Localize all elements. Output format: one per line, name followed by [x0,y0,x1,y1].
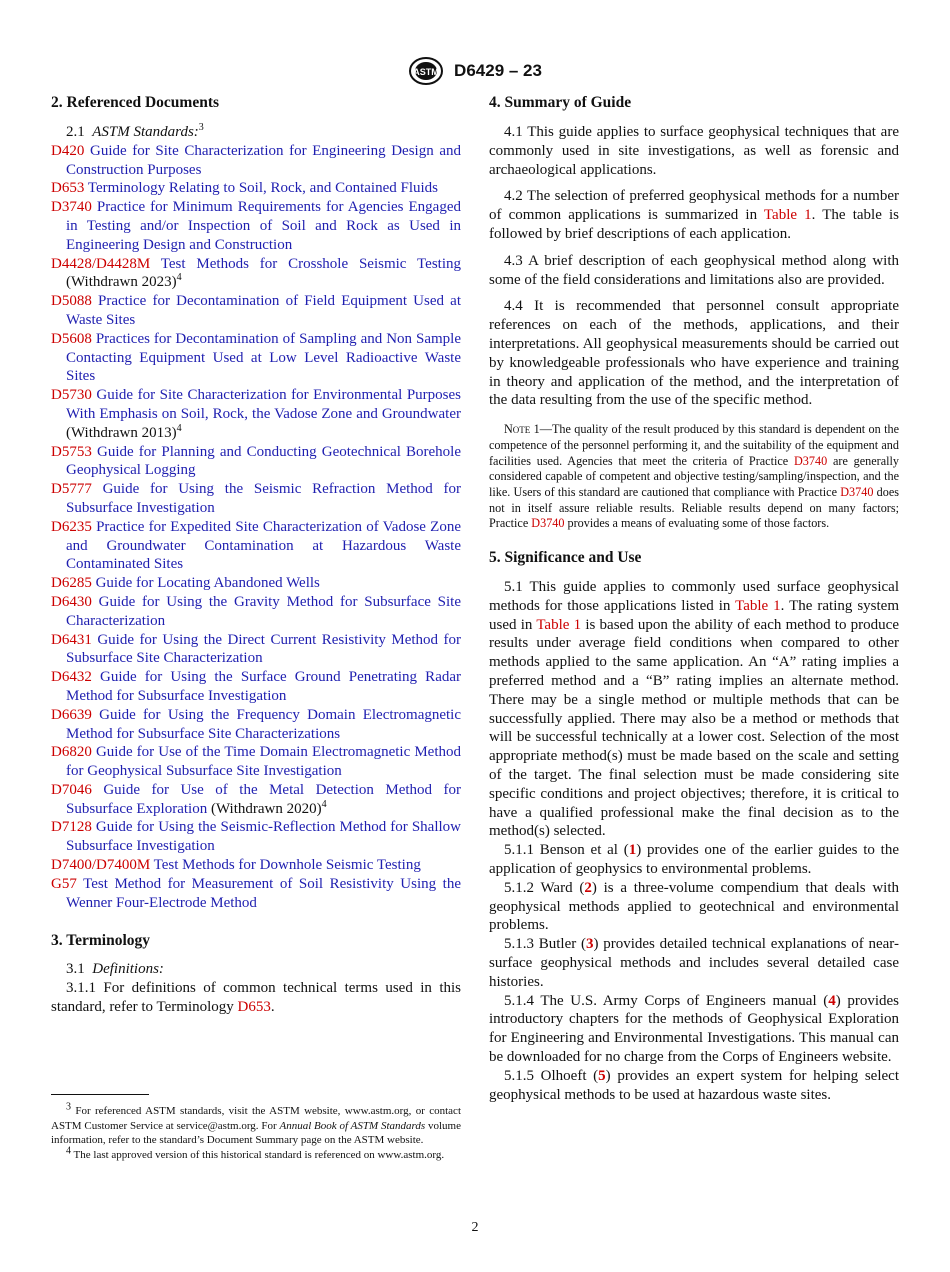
note-1: Note 1—The quality of the result produced by this standard is dependent on the competence of the personnel performing it, and the suitability of the equipment and facilities used. Agencies that meet the criteria of Practice D3740 are generally considered capable of competent and objective testing/sampling/inspection, and the like. Users of this standard are cautioned that compliance with Practice D3740 does not in itself assure reliable results. Reliable results depend on many factors; Practice D3740 provides a means of evaluating some of those factors. [489,422,899,531]
reference-code-link[interactable]: D5777 [51,481,92,498]
footnote-4: $^4$ The last approved version of this historical standard is referenced on www.astm.org. [66,1145,445,1161]
reference-title-link[interactable]: Practice for Decontamination of Field Equipment Used at Waste Sites [66,293,461,328]
reference-title-link[interactable]: Test Methods for Crosshole Seismic Testing [160,255,461,272]
reference-item [51,593,461,631]
reference-title-link[interactable]: Practice for Minimum Requirements for Agencies Engaged in Testing and/or Inspection of Soil and Rock as Used in Engineering Design and Construction [66,199,461,253]
reference-title-link[interactable]: Guide for Site Characterization for Environmental Purposes With Emphasis on Soil, Rock, the Vadose Zone and Groundwater [66,387,462,422]
reference-code-link[interactable]: D3740 [51,199,92,216]
citation-link[interactable]: 5 [598,1067,606,1084]
reference-code-link[interactable]: D6235 [51,518,92,535]
reference-item [51,631,461,669]
reference-title-link[interactable]: Guide for Using the Frequency Domain Electromagnetic Method for Subsurface Site Characterizations [66,706,462,742]
reference-code-link[interactable]: D5088 [51,293,92,310]
paragraph-4-3: 4.3 A brief description of each geophysical method along with some of the field considerations and limitations also are provided. [489,252,899,288]
reference-item [51,743,461,781]
reference-title-link[interactable]: Guide for Using the Direct Current Resistivity Method for Subsurface Site Characterization [66,631,461,667]
reference-title-link[interactable]: Guide for Use of the Metal Detection Method for Subsurface Exploration [66,781,462,817]
section-3-title: 3. Terminology [51,932,151,950]
reference-item [51,142,461,180]
paragraph-5-1-2: 5.1.2 Ward (2) is a three-volume compendium that deals with geophysical methods applied to geotechnical and environmental problems. [489,879,900,934]
reference-item [51,443,461,481]
reference-title-link[interactable]: Guide for Locating Abandoned Wells [95,575,320,592]
reference-item [51,875,461,913]
citation-link[interactable]: 1 [628,842,637,859]
reference-item [51,518,461,574]
reference-item [51,818,461,856]
reference-link-d3740[interactable]: D3740 [793,453,828,468]
reference-item [51,386,461,442]
left-column [51,93,461,1017]
table-1-link[interactable]: Table 1 [763,207,812,224]
footnotes [51,1094,461,1162]
withdrawn-note: (Withdrawn 2023) [66,274,177,291]
page-number: 2 [471,1220,479,1235]
reference-code-link[interactable]: D6285 [51,575,92,592]
reference-code-link[interactable]: D653 [51,180,85,197]
paragraph-5-1-3: 5.1.3 Butler (3) provides detailed technical explanations of near-surface geophysical methods and includes several detailed case histories. [489,936,899,990]
reference-title-link[interactable]: Guide for Using the Seismic-Reflection Method for Shallow Subsurface Investigation [66,819,461,855]
reference-code-link[interactable]: D6820 [51,744,92,761]
footnote-marker: 4 [176,272,182,284]
reference-title-link[interactable]: Guide for Using the Gravity Method for Subsurface Site Characterization [66,593,461,629]
reference-item [51,198,461,254]
reference-code-link[interactable]: D4428/D4428M [51,255,151,272]
paragraph-4-2: 4.2 The selection of preferred geophysical methods for a number of common applications is summarized in Table 1. The table is followed by brief descriptions of each application. [489,188,899,242]
reference-list [51,142,461,913]
reference-item [51,179,461,198]
withdrawn-note: (Withdrawn 2020) [207,800,322,817]
paragraph-4-4: 4.4 It is recommended that personnel consult appropriate references on each of the methods, applications, and their interpretations. All geophysical measurements should be carried out by knowledgeable professionals who have experience and training in theory and application of the method, and the interpretation of the data resulting from the use of the specific method. [489,298,899,409]
subsection-3-1: 3.1 Definitions: [66,961,164,978]
reference-item [51,856,461,875]
reference-code-link[interactable]: D6430 [51,593,92,610]
paragraph-5-1-4: 5.1.4 The U.S. Army Corps of Engineers manual (4) provides introductory chapters for the methods of Geophysical Exploration for Engineering and Environmental Investigations. This manual can be downloaded for no charge from the Corps of Engineers website. [489,992,899,1065]
citation-link[interactable]: 3 [585,936,594,953]
paragraph-5-1-5: 5.1.5 Olhoeft (5) provides an expert system for helping select geophysical methods to be used at hazardous waste sites. [489,1067,899,1103]
citation-link[interactable]: 2 [584,879,592,896]
reference-title-link[interactable]: Test Method for Measurement of Soil Resistivity Using the Wenner Four-Electrode Method [66,875,462,911]
reference-code-link[interactable]: D7128 [51,819,92,836]
reference-title-link[interactable]: Guide for Site Characterization for Engineering Design and Construction Purposes [66,142,462,178]
reference-code-link[interactable]: G57 [51,875,77,892]
subsection-2-1: 2.1 ASTM Standards:$^3$ [66,122,204,140]
section-4-title: 4. Summary of Guide [489,94,632,111]
table-1-link[interactable]: Table 1 [735,597,781,614]
reference-title-link[interactable]: Guide for Using the Seismic Refraction Method for Subsurface Investigation [66,481,462,516]
reference-link-d3740[interactable]: D3740 [531,516,565,531]
reference-item [51,330,461,386]
reference-item [51,255,461,293]
reference-link-d653[interactable]: D653 [237,999,271,1016]
footnote-marker: 4 [176,422,182,434]
footnote-marker: 4 [321,798,327,810]
paragraph-5-1: 5.1 This guide applies to commonly used surface geophysical methods for those applications listed in Table 1. The rating system used in Table 1 is based upon the ability of each method to produce results under average field conditions when compared to other methods applied to the same application. An “A” rating implies a preferred method and a “B” rating implies an alternate method. There may be a single method or multiple methods that can be successfully applied. There may also be a method or methods that will be successful technically at a lower cost. Selection of the most appropriate method(s) must be made based on the scale and setting of the target. The final selection must be made considering site specific conditions and project objectives; therefore, it is critical to have a qualified professional make the final decision as to the method(s) selected. [489,579,899,840]
reference-item [51,781,461,819]
paragraph-4-1: 4.1 This guide applies to surface geophysical techniques that are commonly used in site investigations, as well as forensic and archaeological applications. [489,124,899,178]
reference-title-link[interactable]: Guide for Using the Surface Ground Penetrating Radar Method for Subsurface Investigation [66,669,461,704]
reference-title-link[interactable]: Practice for Expedited Site Characterization of Vadose Zone and Groundwater Contamination at Hazardous Waste Contaminated Sites [66,518,461,573]
reference-title-link[interactable]: Practices for Decontamination of Sampling and Non Sample Contacting Equipment Used at Low Level Radioactive Waste Sites [66,330,461,385]
reference-code-link[interactable]: D6431 [51,631,92,648]
reference-code-link[interactable]: D6432 [51,669,92,686]
reference-title-link[interactable]: Test Methods for Downhole Seismic Testing [153,857,421,874]
table-1-link[interactable]: Table 1 [536,616,582,633]
reference-code-link[interactable]: D7400/D7400M [51,857,151,874]
reference-code-link[interactable]: D420 [51,142,85,159]
reference-title-link[interactable]: Guide for Use of the Time Domain Electromagnetic Method for Geophysical Subsurface Site Investigation [66,744,462,780]
reference-code-link[interactable]: D6639 [51,706,92,723]
reference-title-link[interactable]: Guide for Planning and Conducting Geotechnical Borehole Geophysical Logging [66,443,462,479]
reference-code-link[interactable]: D5730 [51,387,92,404]
reference-item [51,292,461,330]
section-2-title: 2. Referenced Documents [51,94,220,111]
subsection-3-1-1: 3.1.1 For definitions of common technical terms used in this standard, refer to Terminology D653. [51,980,461,1016]
reference-code-link[interactable]: D5753 [51,443,92,460]
withdrawn-note: (Withdrawn 2013) [66,424,177,441]
reference-title-link[interactable]: Terminology Relating to Soil, Rock, and Contained Fluids [87,180,439,197]
reference-item [51,706,461,744]
svg-text:ASTM: ASTM [413,67,439,77]
citation-link[interactable]: 4 [828,992,836,1009]
paragraph-5-1-1: 5.1.1 Benson et al (1) provides one of the earlier guides to the application of geophysics to environmental problems. [489,842,899,878]
reference-code-link[interactable]: D7046 [51,781,92,798]
footnote-divider [51,1094,149,1095]
reference-item [51,574,461,593]
footnote-3: $^3$ For referenced ASTM standards, visit the ASTM website, www.astm.org, or contact ASTM Customer Service at service@astm.org. For Annual Book of ASTM Standards volume information, refer to the standard’s Document Summary page on the ASTM website. [51,1101,461,1147]
reference-item [51,480,461,518]
reference-item [51,668,461,706]
reference-code-link[interactable]: D5608 [51,330,92,347]
astm-logo-icon [408,56,444,86]
right-column [489,93,899,1104]
document-number: D6429 – 23 [454,61,542,80]
page-header [0,56,950,84]
reference-link-d3740[interactable]: D3740 [840,484,874,499]
section-5-title: 5. Significance and Use [489,549,642,567]
